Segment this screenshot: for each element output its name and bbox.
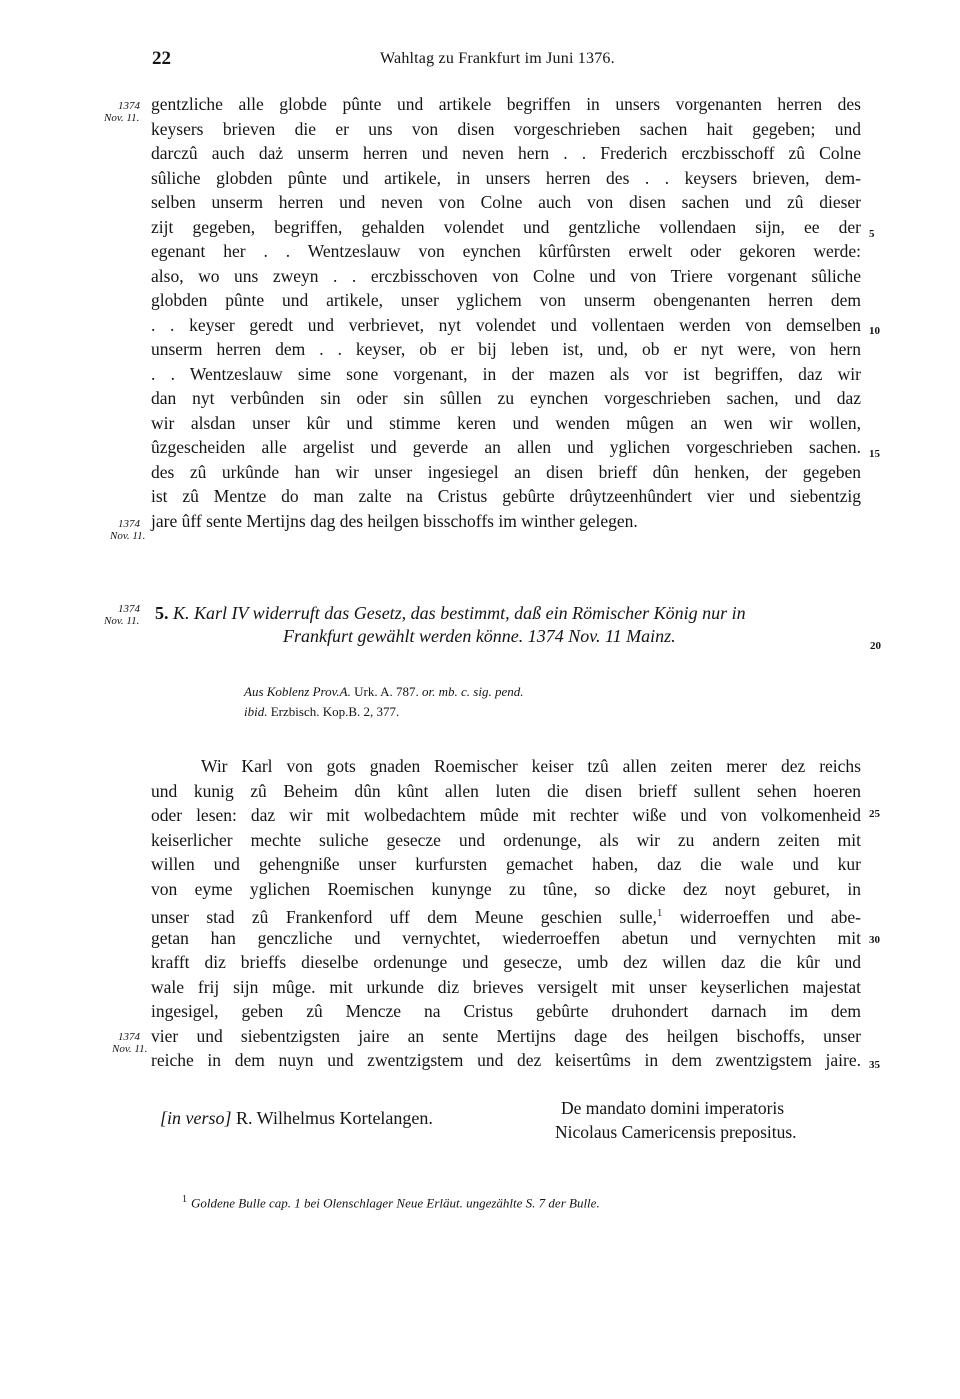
text-line: ûzgescheiden alle argelist und geverde an allen und yglichen vorgeschrieben sachen.	[151, 437, 861, 457]
line-number: 10	[869, 325, 880, 337]
footnote-marker: 1	[656, 907, 663, 919]
text-line: egenant her . . Wentzeslauw von eynchen kûrfûrsten erwelt oder gekoren werde:	[151, 241, 861, 261]
document-heading-line	[155, 602, 865, 625]
text-line-part: widerroeffen und abe-	[679, 906, 862, 927]
text-line: vier und siebentzigsten jaire an sente Mertijns dage des heilgen bischoffs, unser	[151, 1025, 861, 1046]
text-line: jare ûff sente Mertijns dag des heilgen bisschoffs im winther gelegen.	[151, 510, 638, 531]
line-number: 5	[869, 228, 875, 240]
margin-date-day: Nov. 11.	[104, 112, 140, 124]
page-number: 22	[152, 48, 171, 69]
footnote-number: 1	[182, 1194, 187, 1205]
margin-date	[104, 603, 140, 627]
text-line: unserm herren dem . . keyser, ob er bij leben ist, und, ob er nyt were, von hern	[151, 339, 861, 359]
text-line: und kunig zû Beheim dûn kûnt allen luten die disen brieff sullent sehen hoeren	[151, 780, 861, 801]
margin-date-year: 1374	[118, 100, 140, 112]
margin-date-day: Nov. 11.	[104, 615, 140, 627]
footnote	[182, 1194, 600, 1211]
chancery-note-line: De mandato domini imperatoris	[561, 1098, 785, 1118]
document-heading	[155, 602, 865, 648]
margin-date-year: 1374	[118, 518, 140, 530]
source-row	[244, 702, 524, 722]
text-block-charter	[151, 754, 861, 1073]
text-line: zijt gegeben, begriffen, gehalden volendet und gentzliche vollendaen sijn, ee der	[151, 216, 861, 237]
text-line: selben unserm herren und neven von Colne auch von disen sachen und zû dieser	[151, 192, 861, 212]
text-block-upper	[151, 92, 861, 533]
text-line: globden pûnte und artikele, unser yglichem von unserm obengenanten herren dem	[151, 290, 861, 310]
text-line-part: unser stad zû Frankenford uff dem Meune geschien sulle,	[151, 906, 657, 927]
endorsement-location: [in verso]	[160, 1108, 232, 1128]
margin-date-year: 1374	[118, 1031, 140, 1043]
source-signature: Erzbisch. Kop.B. 2, 377.	[270, 704, 400, 719]
source-description: or. mb. c. sig. pend.	[422, 684, 524, 699]
endorsement	[160, 1108, 433, 1129]
text-line: willen und gehengniße unser kurfursten gemachet haben, daz die wale und kur	[151, 854, 861, 874]
text-line: gentzliche alle globde pûnte und artikele begriffen in unsers vorgenanten herren des	[151, 94, 861, 114]
document-number: 5.	[155, 603, 169, 623]
endorsement-name: R. Wilhelmus Kortelangen.	[236, 1108, 433, 1128]
text-line: ist zû Mentze do man zalte na Cristus gebûrte drûytzeenhûndert vier und siebentzig	[151, 486, 861, 506]
line-number: 15	[869, 448, 880, 460]
margin-date	[112, 1031, 147, 1055]
text-line: des zû urkûnde han wir unser ingesiegel an disen brieff dûn henken, der gegeben	[151, 461, 861, 482]
chancery-note-line: Nicolaus Camericensis prepositus.	[555, 1122, 797, 1142]
text-line: ingesigel, geben zû Mencze na Cristus gebûrte druhondert darnach im dem	[151, 1001, 861, 1021]
text-line: wale frij sijn mûge. mit urkunde diz brieves versigelt mit unser keyserlichen majestat	[151, 976, 861, 997]
text-line: darczû auch daż unserm herren und neven hern . . Frederich erczbisschoff zû Colne	[151, 143, 861, 163]
source-row	[244, 682, 524, 702]
text-line: Wir Karl von gots gnaden Roemischer keiser tzû allen zeiten merer dez reichs	[201, 756, 861, 776]
chancery-note	[555, 1096, 797, 1144]
text-line: keysers brieven die er uns von disen vorgeschrieben sachen hait gegeben; und	[151, 118, 861, 139]
line-number: 25	[869, 808, 880, 820]
text-line: also, wo uns zweyn . . erczbisschoven von Colne und von Triere vorgenant sûliche	[151, 265, 861, 286]
line-number: 30	[869, 934, 880, 946]
text-line: dan nyt verbûnden sin oder sin sûllen zu eynchen vorgeschrieben sachen, und daz	[151, 388, 861, 408]
margin-date-year: 1374	[118, 603, 140, 615]
text-line: . . keyser geredt und verbrievet, nyt volendet und vollentaen werden von demselben	[151, 314, 861, 335]
text-line: von eyme yglichen Roemischen kunynge zu tûne, so dicke dez noyt geburet, in	[151, 878, 861, 899]
footnote-text: Goldene Bulle cap. 1 bei Olenschlager Neue Erläut. ungezählte S. 7 der Bulle.	[191, 1195, 600, 1211]
document-title: K. Karl IV widerruft das Gesetz, das bestimmt, daß ein Römischer König nur in	[173, 603, 746, 623]
text-line: wir alsdan unser kûr und stimme keren und wenden mûgen an wen wir wollen,	[151, 412, 861, 433]
margin-date	[110, 518, 145, 542]
text-line: sûliche globden pûnte und artikele, in unsers herren des . . keysers brieven, dem-	[151, 167, 861, 188]
source-signature: Urk. A. 787.	[354, 684, 419, 699]
source-ibid: ibid.	[244, 704, 268, 719]
running-title: Wahltag zu Frankfurt im Juni 1376.	[380, 50, 615, 67]
margin-date-day: Nov. 11.	[112, 1043, 148, 1055]
text-line: reiche in dem nuyn und zwentzigstem und dez keisertûms in dem zwentzigstem jaire.	[151, 1050, 861, 1070]
text-line	[151, 901, 861, 926]
line-number: 35	[869, 1059, 880, 1071]
text-line: oder lesen: daz wir mit wolbedachtem mûde mit rechter wiße und von volkomenheid	[151, 805, 861, 825]
source-references	[244, 682, 524, 722]
text-line: . . Wentzeslauw sime sone vorgenant, in der mazen als vor ist begriffen, daz wir	[151, 363, 861, 384]
source-archive: Aus Koblenz Prov.A.	[244, 684, 351, 699]
margin-date-day: Nov. 11.	[110, 530, 146, 542]
margin-date	[104, 100, 140, 124]
line-number: 20	[870, 640, 881, 652]
text-line: keiserlicher mechte suliche gesecze und ordenunge, als wir zu andern zeiten mit	[151, 829, 861, 850]
document-heading-line: Frankfurt gewählt werden könne. 1374 Nov. 11 Mainz.	[283, 626, 676, 646]
text-line: krafft diz brieffs dieselbe ordenunge und gesecze, umb dez willen daz die kûr und	[151, 952, 861, 972]
text-line: getan han genczliche und vernychtet, wiederroeffen abetun und vernychten mit	[151, 927, 861, 948]
